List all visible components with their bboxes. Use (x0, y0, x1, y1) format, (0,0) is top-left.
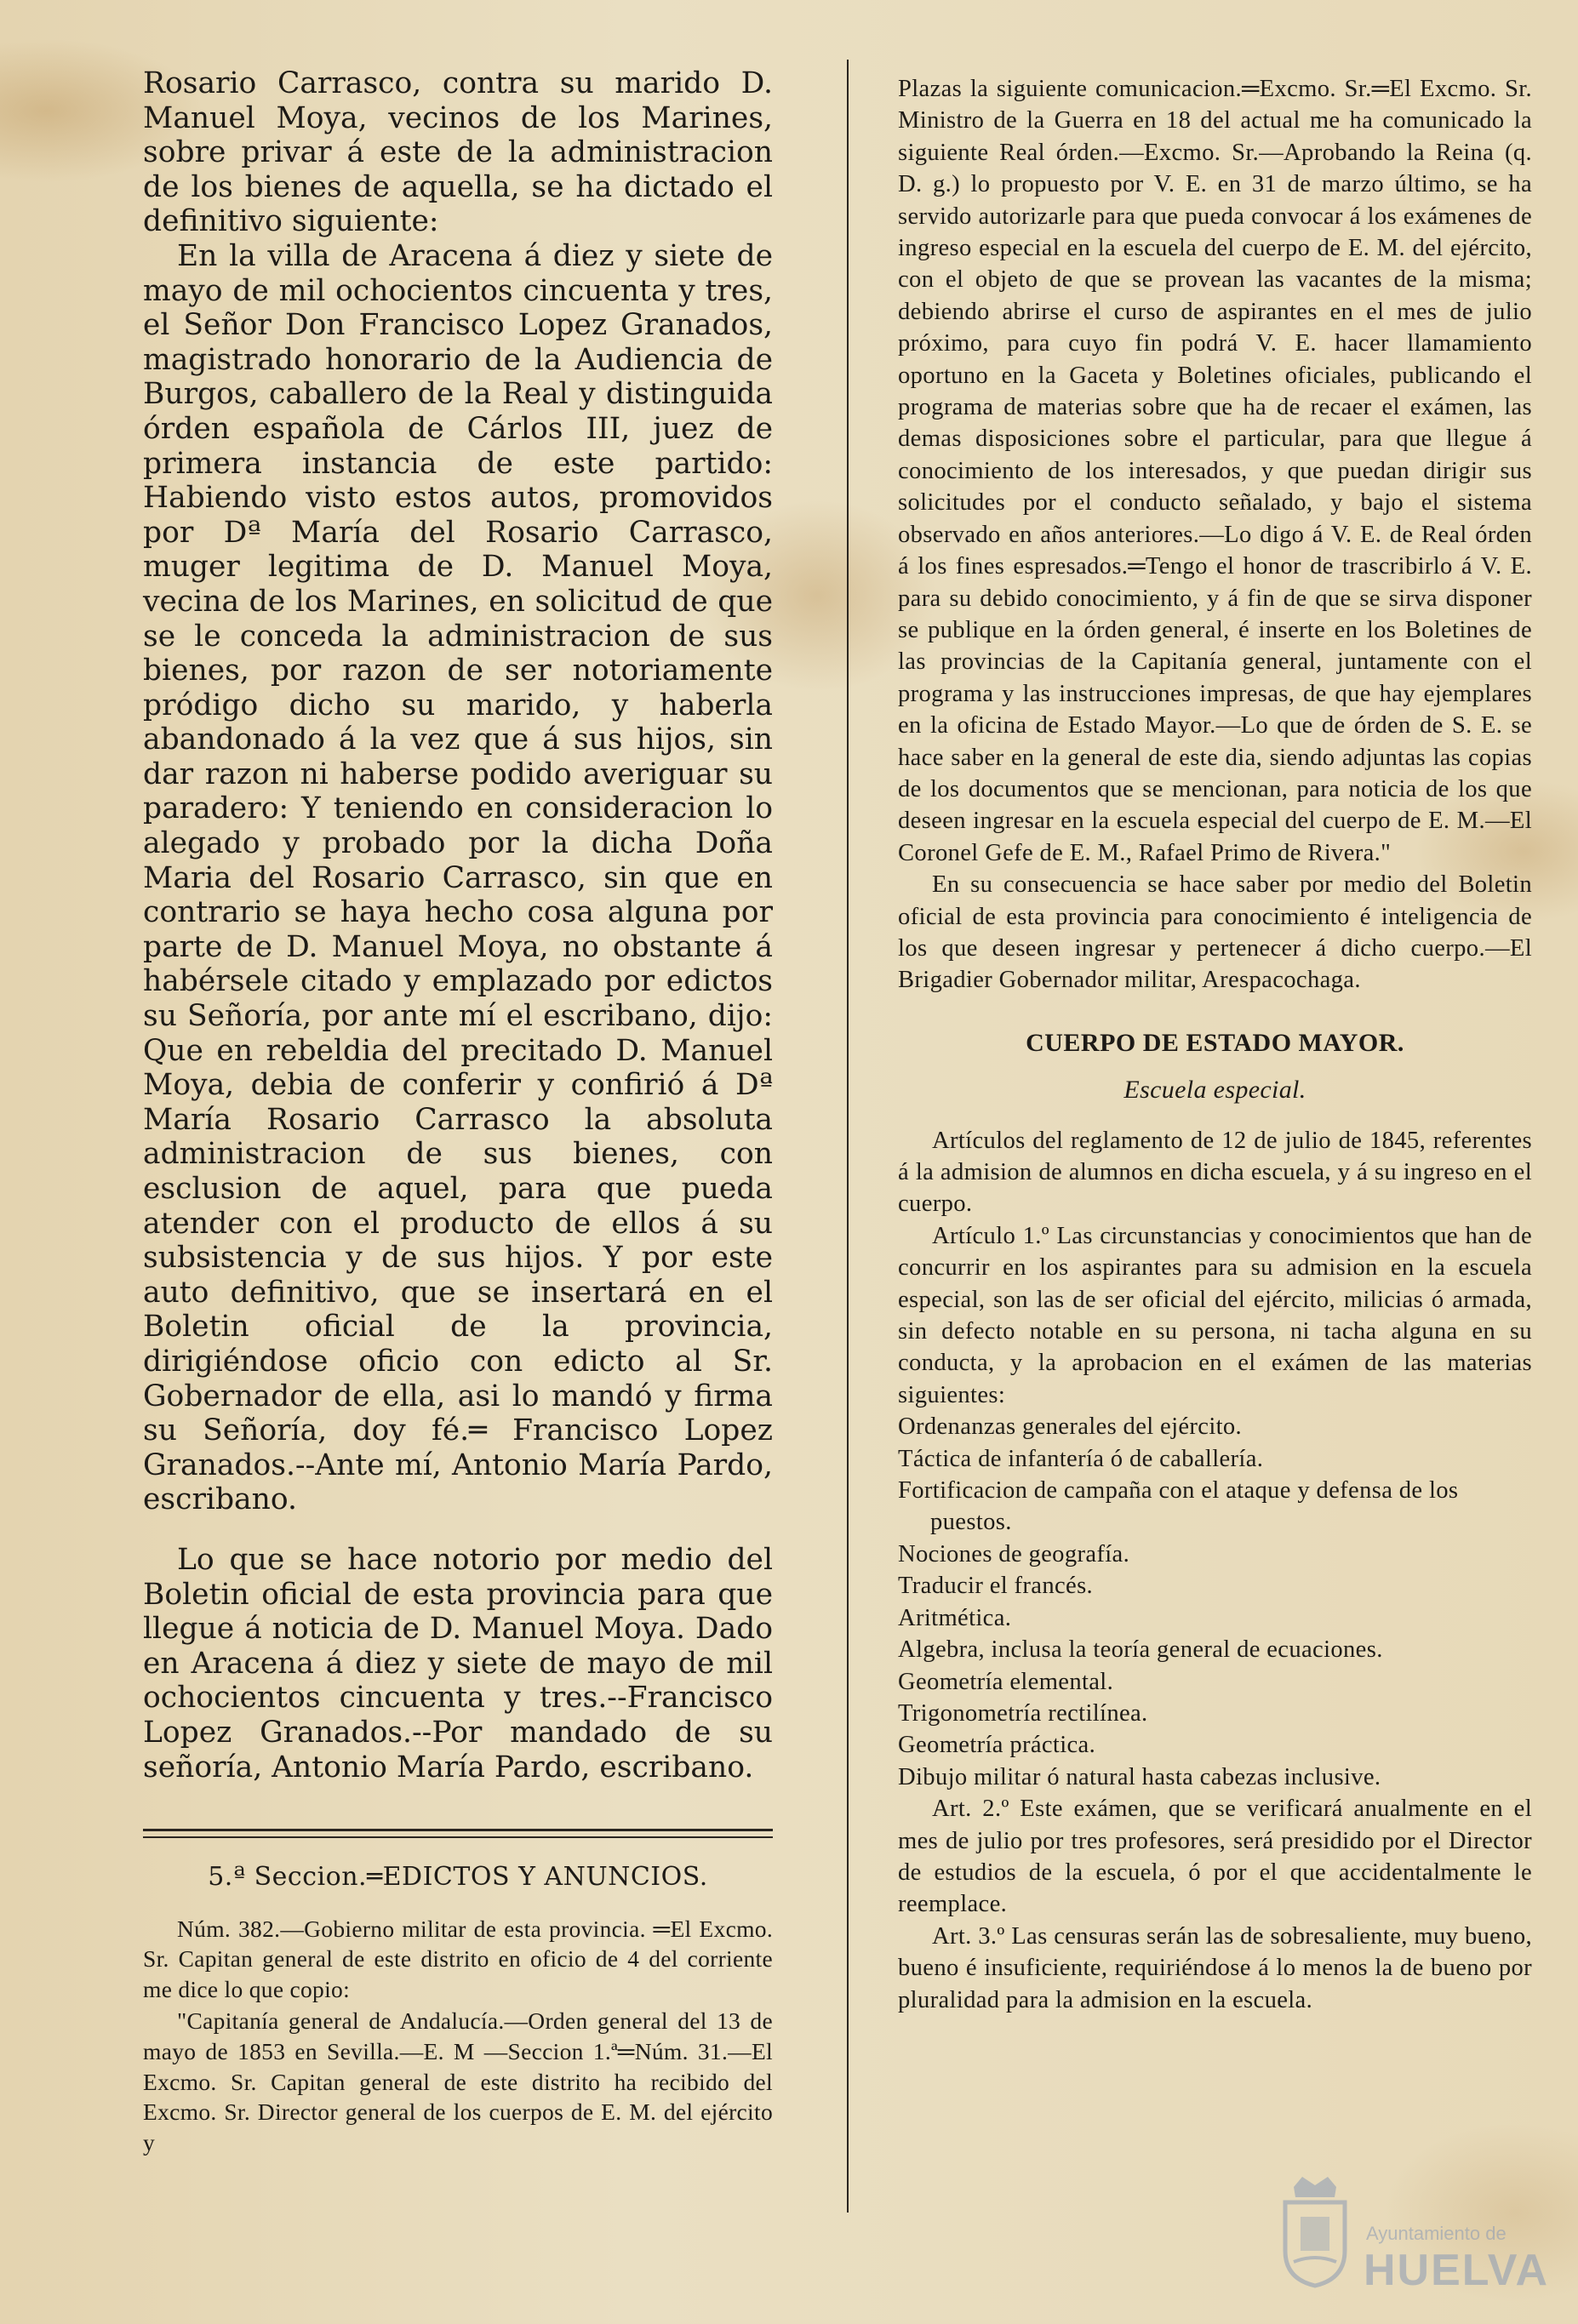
coat-of-arms-icon (1268, 2170, 1362, 2289)
paragraph-consequence: En su consecuencia se hace saber por medio del Boletin oficial de esta provincia para conocimiento é inteligencia de los que deseen ingresar y pertenecer á dicho cuerpo.—El Brigadier Gobernador militar, Arespacochaga. (898, 871, 1532, 994)
paragraph-auto: En la villa de Aracena á diez y siete de mayo de mil ochocientos cincuenta y tres, el Señor Don Francisco Lopez Granados, magistrado honorario de la Audiencia de Burgos, caballero de la Real y distinguida órden española de Cárlos III, juez de primera instancia de este partido: Habiendo visto estos autos, promovidos por Dª María del Rosario Carrasco, muger legitima de D. Manuel Moya, vecina de los Marines, en solicitud de que se le conceda la administracion de sus bienes, por razon de ser notoriamente pródigo dicho su marido, y haberla abandonado á la vez que á sus hijos, sin dar razon ni haberse podido averiguar su paradero: Y teniendo en consideracion lo alegado y probado por la dicha Doña Maria del Rosario Carrasco, sin que en contrario se haya hecho cosa alguna por parte de D. Manuel Moya, no obstante á habérsele citado y emplazado por edictos su Señoría, por ante mí el escribano, dijo: Que en rebeldia del precitado D. Manuel Moya, debia de conferir y confirió á Dª María Rosario Carrasco la absoluta administracion de sus bienes, con esclusion de aquel, para que pueda atender con el producto de ellos á su subsistencia y de sus hijos. Y por este auto definitivo, que se insertará en el Boletin oficial de la provincia, dirigiéndose oficio con edicto al Sr. Gobernador de ella, asi lo mandó y firma su Señoría, doy fé.═ Francisco Lopez Granados.--Ante mí, Antonio María Pardo, escribano. (143, 238, 773, 1517)
left-column (143, 66, 773, 2157)
subjects-list (898, 1411, 1532, 1793)
edict-block (143, 1914, 773, 2158)
list-item: Ordenanzas generales del ejército. (898, 1413, 1243, 1441)
paragraph-continuation: Rosario Carrasco, contra su marido D. Manuel Moya, vecinos de los Marines, sobre privar á este de la administracion de los bienes de aquella, se ha dictado el definitivo siguiente: (143, 66, 773, 239)
section-divider-top (143, 1829, 773, 1831)
paragraph-notice: Lo que se hace notorio por medio del Boletin oficial de esta provincia para que llegue á noticia de D. Manuel Moya. Dado en Aracena á diez y siete de mayo de mil ochocientos cincuenta y tres.--Francisco Lopez Granados.--Por mandado de su señoría, Antonio María Pardo, escribano. (143, 1542, 773, 1784)
list-item: Traducir el francés. (898, 1573, 1094, 1600)
watermark-line-1: Ayuntamiento de (1366, 2223, 1507, 2244)
section-title: 5.ª Seccion.═EDICTOS Y ANUNCIOS. (208, 1862, 708, 1893)
list-item: Algebra, inclusa la teoría general de ecuaciones. (898, 1636, 1383, 1664)
paragraph-articles-intro: Artículos del reglamento de 12 de julio de 1845, referentes á la admision de alumnos en dicha escuela, y á su ingreso en el cuerpo. (898, 1127, 1532, 1218)
paragraph-article-2: Art. 2.º Este exámen, que se verificará anualmente en el mes de julio por tres profesores, será presidido por el Director de estudios de la escuela, ó por el que accidentalmente le reemplace. (898, 1796, 1532, 1918)
paragraph-communication: Plazas la siguiente comunicacion.═Excmo. Sr.═El Excmo. Sr. Ministro de la Guerra en 18 del actual me ha comunicado la siguiente Real órden.—Excmo. Sr.—Aprobando la Reina (q. D. g.) lo propuesto por V. E. en 31 de marzo último, se ha servido autorizarle para que pueda convocar á los exámenes de ingreso especial en la escuela del cuerpo de E. M. del ejército, con el objeto de que se provean las vacantes de la misma; debiendo abrirse el curso de aspirantes en el mes de julio próximo, para cuyo fin podrá V. E. hacer llamamiento oportuno en la Gaceta y Boletines oficiales, publicando el programa de materias sobre que ha de recaer el exámen, las demas disposiciones sobre el particular, para que llegue á conocimiento de los interesados, y que puedan dirigir sus solicitudes por el conducto señalado, y bajo el sistema observado en años anteriores.—Lo digo á V. E. de Real órden á los fines espresados.═Tengo el honor de trascribirlo á V. E. para su debido conocimiento, y á fin de que se sirva disponer se publique en la órden general, é inserte en los Boletines de las provincias de la Capitanía general, juntamente con el programa y las instrucciones impresas, de que hay ejemplares en la oficina de Estado Mayor.—Lo que de órden de S. E. se hace saber en la general de este dia, siendo adjuntas las copias de los documentos que se mencionan, para noticia de los que deseen ingresar en la escuela especial del cuerpo de E. M.—El Coronel Gefe de E. M., Rafael Primo de Rivera." (898, 76, 1532, 866)
list-item: Geometría elemental. (898, 1668, 1114, 1695)
edict-paragraph-1: Núm. 382.—Gobierno militar de esta provincia. ═El Excmo. Sr. Capitan general de este distrito en oficio de 4 del corriente me dice lo que copio: (143, 1915, 773, 2002)
edict-paragraph-2: "Capitanía general de Andalucía.—Orden general del 13 de mayo de 1853 en Sevilla.—E. M —Seccion 1.ª═Núm. 31.—El Excmo. Sr. Capitan general de este distrito ha recibido del Excmo. Sr. Director general de los cuerpos de E. M. del ejército y (143, 2007, 773, 2156)
list-item: Aritmética. (898, 1604, 1012, 1631)
subheading-escuela-especial: Escuela especial. (1123, 1076, 1306, 1105)
list-item: Fortificacion de campaña con el ataque y defensa de los puestos. (898, 1477, 1459, 1536)
paragraph-article-1: Artículo 1.º Las circunstancias y conocimientos que han de concurrir en los aspirantes para su admision en la escuela especial, son las de ser oficial del ejército, milicias ó armada, sin defecto notable en su persona, ni tacha alguna en su conducta, y la aprobacion en el exámen de las materias siguientes: (898, 1222, 1532, 1408)
watermark-logo (1268, 2170, 1550, 2298)
heading-cuerpo-estado-mayor: CUERPO DE ESTADO MAYOR. (1026, 1028, 1404, 1057)
column-divider (847, 60, 849, 2213)
watermark-line-2: HUELVA (1364, 2246, 1550, 2295)
right-column (898, 73, 1532, 2016)
list-item: Dibujo militar ó natural hasta cabezas inclusive. (898, 1763, 1381, 1790)
paragraph-article-3: Art. 3.º Las censuras serán las de sobresaliente, muy bueno, bueno é insuficiente, requiriéndose á lo menos la de bueno por pluralidad para la admision en la escuela. (898, 1922, 1532, 2013)
list-item: Táctica de infantería ó de caballería. (898, 1445, 1264, 1472)
list-item: Trigonometría rectilínea. (898, 1699, 1148, 1727)
list-item: Geometría práctica. (898, 1732, 1096, 1759)
section-divider-bottom (143, 1836, 773, 1838)
list-item: Nociones de geografía. (898, 1540, 1130, 1567)
